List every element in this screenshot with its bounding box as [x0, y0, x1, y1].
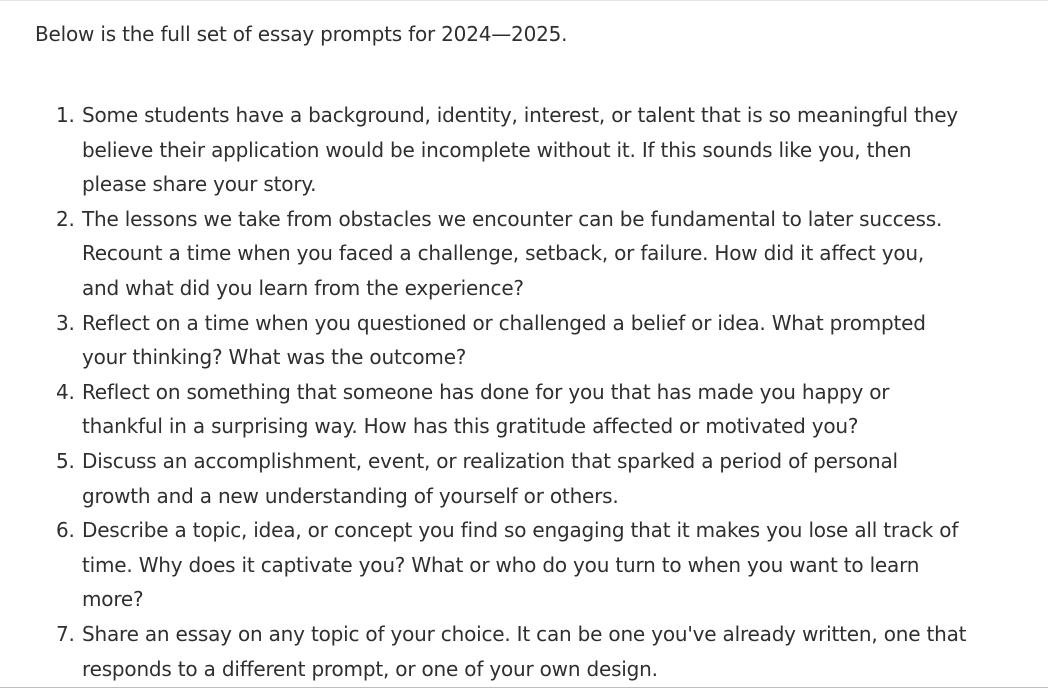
prompt-text-line: Some students have a background, identity, interest, or talent that is so meaningful they — [82, 103, 958, 127]
prompt-number: 4. — [56, 379, 75, 404]
prompt-text-line: Reflect on a time when you questioned or challenged a belief or idea. What prompted — [82, 310, 926, 335]
prompt-text-line: your thinking? What was the outcome? — [82, 345, 467, 370]
intro-text: Below is the full set of essay prompts for 2024—2025. — [35, 22, 568, 46]
prompt-number: 6. — [56, 518, 75, 543]
prompt-item — [40, 513, 1030, 617]
prompt-text-line: believe their application would be incomplete without it. If this sounds like you, then — [82, 137, 912, 162]
prompt-text-line: responds to a different prompt, or one of your own design. — [82, 656, 658, 681]
prompt-text-line: and what did you learn from the experience? — [82, 275, 524, 300]
prompt-item — [40, 375, 1030, 444]
prompt-text-line: more? — [82, 587, 144, 612]
prompt-text-line: Discuss an accomplishment, event, or realization that sparked a period of personal — [82, 448, 898, 473]
prompt-number: 1. — [56, 103, 75, 127]
prompt-item — [40, 444, 1030, 513]
prompt-text-line: Recount a time when you faced a challenge, setback, or failure. How did it affect you, — [82, 241, 925, 266]
prompt-item — [40, 98, 1030, 202]
prompt-number: 3. — [56, 310, 75, 335]
prompt-text-line: growth and a new understanding of yourself or others. — [82, 483, 619, 508]
prompt-text-line: thankful in a surprising way. How has this gratitude affected or motivated you? — [82, 414, 859, 439]
prompt-item — [40, 617, 1030, 686]
prompt-number: 5. — [56, 448, 75, 473]
prompt-number: 2. — [56, 206, 75, 231]
prompt-text-line: Share an essay on any topic of your choice. It can be one you've already written, one that — [82, 621, 967, 646]
prompt-text-line: Reflect on something that someone has done for you that has made you happy or — [82, 379, 890, 404]
prompt-item — [40, 306, 1030, 375]
prompt-text-line: time. Why does it captivate you? What or who do you turn to when you want to learn — [82, 552, 920, 577]
prompt-item — [40, 202, 1030, 306]
prompt-list — [40, 98, 1030, 686]
prompt-text-line: The lessons we take from obstacles we encounter can be fundamental to later success. — [82, 206, 943, 231]
prompt-text-line: Describe a topic, idea, or concept you find so engaging that it makes you lose all track of — [82, 518, 959, 543]
prompt-text-line: please share your story. — [82, 172, 317, 197]
prompt-number: 7. — [56, 621, 75, 646]
